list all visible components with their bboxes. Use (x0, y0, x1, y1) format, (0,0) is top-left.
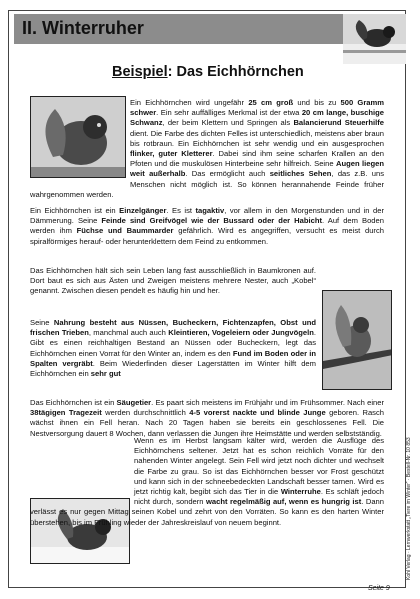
text-run: . Es paart sich meistens im Frühjahr und im Frühsommer. Nach einer (151, 398, 384, 407)
bold-run: seitliches Sehen (269, 169, 332, 179)
text-run: . Dabei sind ihm seine scharfen Krallen an den Pfoten und die muskulösen Hinterbeine sehr hilfreich. Seine (130, 149, 384, 169)
bold-run: Fund im Boden oder in Spalten vergräbt (30, 348, 316, 368)
text-run: . Ein sehr auffälliges Merkmal ist der etwa (156, 108, 302, 118)
bold-run: 4-5 vorerst nackte und blinde Junge (189, 408, 326, 418)
text-run: Ein Eichhörnchen ist ein (30, 206, 120, 215)
text-run: Das Eichhörnchen ist ein (30, 398, 117, 407)
paragraph-1 (30, 98, 384, 200)
text-run: Ein Eichhörnchen wird ungefähr (130, 98, 249, 107)
text-run: . Gibt es einen reichhaltigen Bestand an Nüssen oder Bucheckern, legt das Eichhörnchen einen Vorrat für den Winter an, indem es den (30, 328, 316, 358)
bold-run: sehr gut (90, 369, 121, 379)
text-run: geboren. Rasch wächst ihnen ein Fell heran. Nach 20 Tagen haben sie bereits ein geschlossenes Fell. Die Nestversorgung dauert 8 Wochen, dann verlassen die Jungen ihre Heimstätte und werden selbstständig. (30, 408, 384, 438)
squirrel-photo-branch (322, 290, 392, 390)
paragraph-6 (30, 436, 384, 528)
workshop-title: Lernwerkstatt (406, 519, 412, 550)
paragraph-3 (30, 266, 316, 297)
paragraph-2 (30, 206, 384, 247)
text-run: , manchmal auch auch (88, 328, 169, 338)
paragraph-5 (30, 398, 384, 439)
text-run: dient. Die Farbe des dichten Felles ist unterschiedlich, meistens aber braun bis rotbraun. Ein Eichhörnchen ist sehr wendig und ein ausgesprochen (130, 128, 384, 148)
publisher-sidebar (394, 430, 412, 580)
text-run: werden durchschnittlich (101, 408, 190, 418)
text-run: , der beim Klettern und Springen als (162, 118, 294, 128)
bold-run: Nahrung besteht aus Nüssen, Bucheckern, Fichtenzapfen, Obst und frischen Trieben (30, 318, 316, 338)
workshop-subtitle: „Tiere im Winter“ (406, 481, 412, 519)
text-run: . Es schläft jedoch nicht durch, sondern (134, 487, 384, 507)
bold-run: Augen liegen weit außerhalb (130, 159, 384, 179)
bold-run: Einzelgänger (119, 206, 167, 215)
bold-run: 25 cm groß (248, 98, 294, 107)
squirrel-photo-corner (343, 14, 406, 64)
bold-run: Winterruhe (280, 487, 321, 497)
bold-run: 38tägigen Tragezeit (30, 408, 102, 418)
article-title (112, 64, 304, 80)
paragraph-4 (30, 318, 316, 379)
text-run: . Dann verlässt es nur gegen Mittag seinen Kobel und zehrt von den Vorräten. So kann es den harten Winter überstehen, bis im Frühling wieder der Jahreskreislauf von neuem beginnt. (30, 497, 385, 527)
bold-run: Kleintieren, Vogeleiern oder Jungvögeln (168, 328, 314, 338)
photo-spacer (30, 436, 134, 500)
bold-run: Feinde sind Greifvögel wie der Bussard oder der Habicht (101, 216, 323, 226)
order-number: Bestell-Nr. 10 853 (406, 437, 412, 478)
text-run: Seine (30, 318, 54, 327)
publisher-text: Kohl Verlag · Lernwerkstatt „Tiere im Winter“ · Bestell-Nr. 10 853 (406, 437, 412, 580)
text-run: gefährlich. Wird es angegriffen, versucht es meist durch spiralförmiges herauf- oder herunterklettern dem Feind zu entkommen. (30, 226, 384, 246)
text-run: Wenn es im Herbst langsam kälter wird, werden die Ausflüge des Eichhörnchens seltener. Jetzt hat es schon reichlich Vorräte für den nahenden Winter angelegt. Sein Fell wird jetzt noch dichter und wechselt die Farbe zu grau. So ist das Eichhörnchen besser vor Frost geschützt und kann sich in der schneebedeckten Landschaft besser tarnen. Wird es jetzt richtig kalt, begibt sich das Tier in die (134, 436, 384, 497)
bold-run: Füchse und Baummarder (76, 226, 174, 236)
text-run: . Das ermöglicht auch (185, 169, 270, 179)
bold-run: 20 cm lange, buschige Schwanz (130, 108, 385, 128)
article-title-rest: : Das Eichhörnchen (167, 64, 304, 80)
text-run: und bis zu (293, 98, 341, 107)
page-number: Seite 9 (368, 585, 390, 592)
photo-spacer (30, 98, 130, 180)
bold-run: 500 Gramm schwer (130, 98, 385, 118)
text-run: . Beim Wiederfinden dieser Lagerstätten im Winter hilft dem Eichhörnchen ein (30, 358, 316, 379)
bold-run: Säugetier (116, 398, 152, 407)
section-title: II. Winterruher (22, 18, 144, 38)
text-run: , das z.B. uns Menschen nicht möglich ist. So können herannahende Feinde früher wahrgenommen werden. (30, 169, 385, 199)
text-run: . Es ist (166, 206, 196, 215)
bold-run: tagaktiv (195, 206, 225, 215)
text-run: , vor allem in den Morgenstunden und in der Dämmerung. Seine (30, 206, 384, 226)
section-header (14, 14, 344, 44)
bold-run: flinker, guter Kletterer (130, 149, 213, 159)
text-run: . Auf dem Boden werden ihm (30, 216, 384, 236)
article-title-lead: Beispiel (112, 64, 168, 80)
publisher-name: Kohl Verlag (406, 554, 412, 580)
bold-run: wacht regelmäßig auf, wenn es hungrig ist (205, 497, 362, 507)
bold-run: Balancierund Steuerhilfe (293, 118, 384, 128)
text-run: Das Eichhörnchen hält sich sein Leben lang fast ausschließlich in Baumkronen auf. Dort baut es sich aus Ästen und Zweigen meistens mehrere Nester, auch „Kobel“ genannt. Zwischen diesen pendelt es häufig hin und her. (30, 266, 316, 296)
